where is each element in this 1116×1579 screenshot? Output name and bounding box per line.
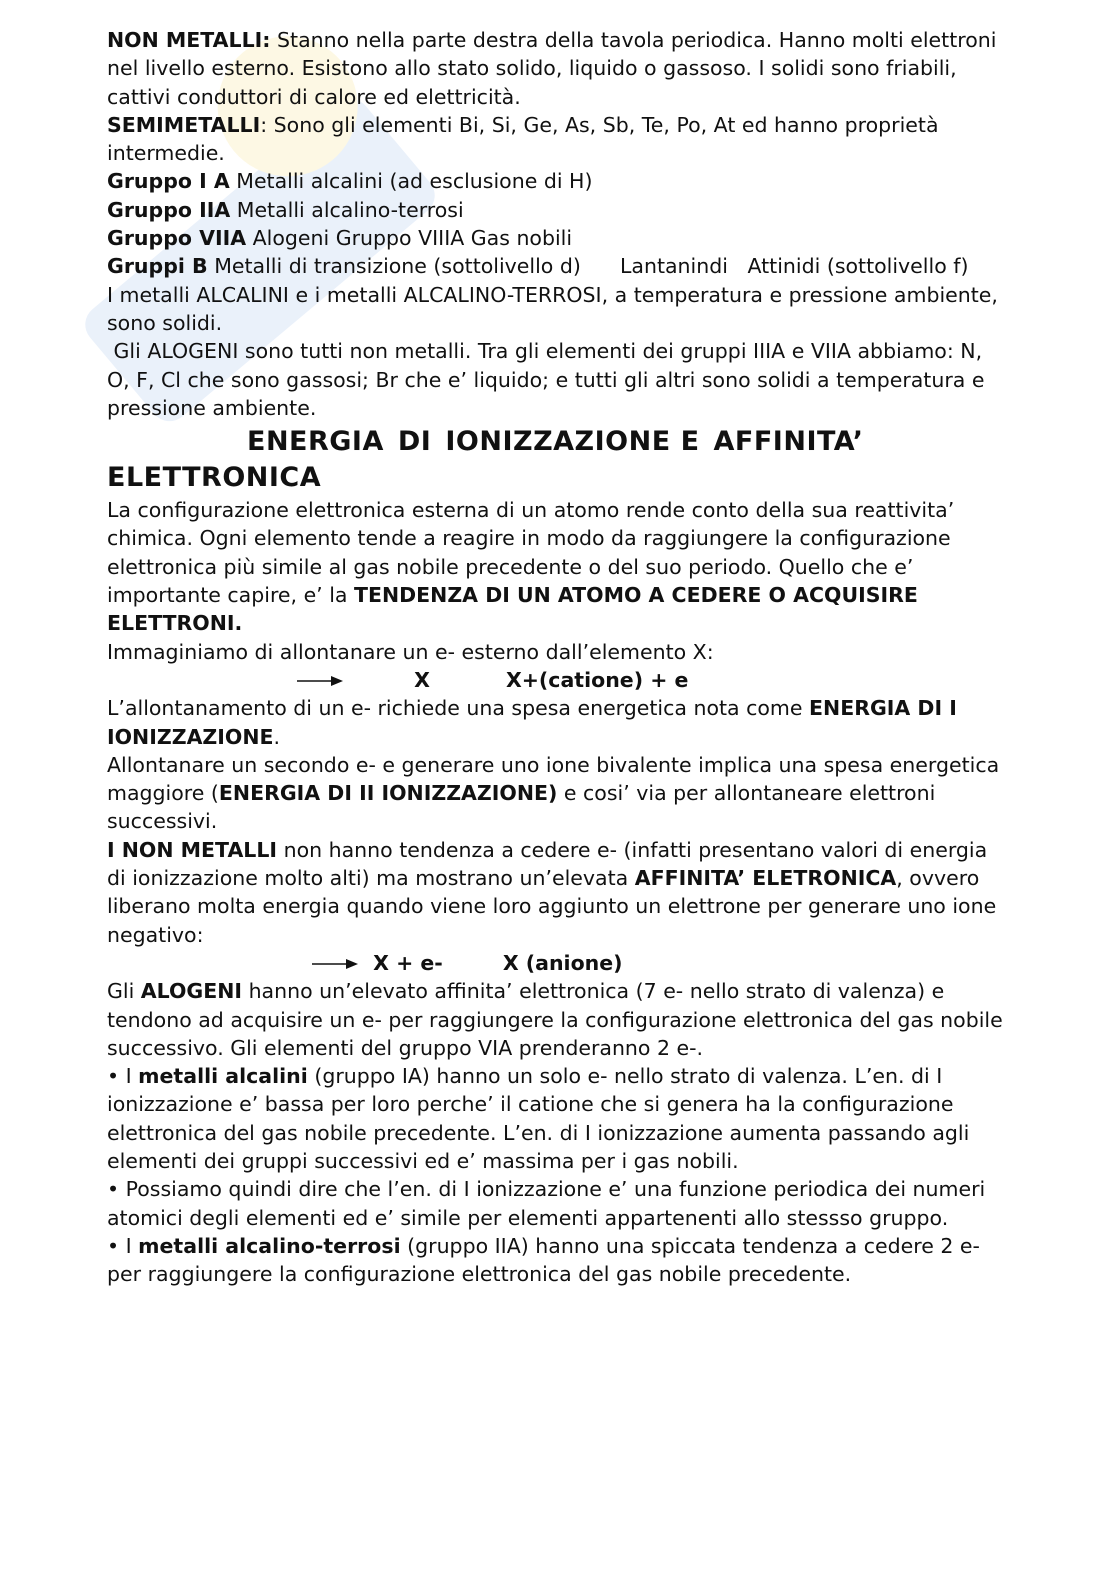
- section-title: ENERGIA DI IONIZZAZIONE E AFFINITA’ ELETTRONICA: [107, 426, 864, 494]
- gruppo-line: Gruppo IIA Metalli alcalino-terrosi: [107, 197, 464, 222]
- paragraph-alogeni: Gli ALOGENI hanno un’elevato affinita’ elettronica (7 e- nello strato di valenza) e tendono ad acquisire un e- per raggiungere la configurazione elettronica del gas nobile successivo. Gli elementi del gruppo VIA prenderanno 2 e-.: [107, 979, 1003, 1060]
- equation-right: X+(catione) + e: [505, 667, 689, 692]
- equation-right: X (anione): [502, 950, 623, 975]
- paragraph-allontanamento: L’allontanamento di un e- richiede una spesa energetica nota come ENERGIA DI I IONIZZAZIONE.: [107, 696, 957, 749]
- paragraph-solidi: I metalli ALCALINI e i metalli ALCALINO-TERROSI, a temperatura e pressione ambiente, sono solidi.: [107, 282, 998, 335]
- equation-left: X: [414, 667, 430, 692]
- paragraph-non-metalli: NON METALLI: Stanno nella parte destra della tavola periodica. Hanno molti elettroni nel livello esterno. Esistono allo stato solido, liquido o gassoso. I solidi sono friabili, cattivi conduttori di calore ed elettricità.: [107, 28, 997, 109]
- document-page: [107, 26, 1007, 1288]
- equation-ionizzazione: [107, 666, 1007, 694]
- paragraph-alogeni-nonmetalli: Gli ALOGENI sono tutti non metalli. Tra gli elementi dei gruppi IIIA e VIIA abbiamo: N, O, F, Cl che sono gassosi; Br che e’ liquido; e tutti gli altri sono solidi a temperatura e pressione ambiente.: [107, 339, 991, 420]
- bullet-metalli-alcalino-terrosi: • I metalli alcalino-terrosi (gruppo IIA) hanno una spiccata tendenza a cedere 2 e- per raggiungere la configurazione elettronica del gas nobile precedente.: [107, 1233, 980, 1287]
- gruppo-line: Gruppo VIIA Alogeni Gruppo VIIIA Gas nobili: [107, 226, 573, 251]
- gruppo-line: Gruppo I A Metalli alcalini (ad esclusione di H): [107, 169, 593, 194]
- arrow-right-icon: [297, 675, 343, 687]
- bullet-funzione-periodica: • Possiamo quindi dire che l’en. di I ionizzazione e’ una funzione periodica dei numeri atomici degli elementi ed e’ simile per elementi appartenenti allo stessso gruppo.: [107, 1177, 986, 1230]
- paragraph-secondo-elettrone: Allontanare un secondo e- e generare uno ione bivalente implica una spesa energetica maggiore (ENERGIA DI II IONIZZAZIONE) e cosi’ via per allontaneare elettroni successivi.: [107, 752, 1000, 834]
- arrow-right-icon: [312, 958, 358, 970]
- equation-affinita: [107, 949, 1007, 977]
- paragraph-non-metalli-affinita: I NON METALLI non hanno tendenza a cedere e- (infatti presentano valori di energia di ionizzazione molto alti) ma mostrano un’elevata AFFINITA’ ELETRONICA, ovvero liberano molta energia quando viene loro aggiunto un elettrone per generare uno ione negativo:: [107, 837, 997, 947]
- bullet-metalli-alcalini: • I metalli alcalini (gruppo IA) hanno un solo e- nello strato di valenza. L’en. di I ionizzazione e’ bassa per loro perche’ il catione che si genera ha la configurazione elettronica del gas nobile precedente. L’en. di I ionizzazione aumenta passando agli elementi dei gruppi successivi ed e’ massima per i gas nobili.: [107, 1064, 970, 1173]
- equation-left: X + e-: [373, 950, 443, 975]
- gruppo-line: Gruppi B Metalli di transizione (sottolivello d) Lantanindi Attinidi (sottolivello f): [107, 254, 969, 279]
- paragraph-semimetalli: SEMIMETALLI: Sono gli elementi Bi, Si, Ge, As, Sb, Te, Po, At ed hanno proprietà intermedie.: [107, 112, 939, 166]
- paragraph-immaginiamo: Immaginiamo di allontanare un e- esterno dall’elemento X:: [107, 639, 714, 664]
- paragraph-configurazione: La configurazione elettronica esterna di un atomo rende conto della sua reattivita’ chimica. Ogni elemento tende a reagire in modo da raggiungere la configurazione elettronica più simile al gas nobile precedente o del suo periodo. Quello che e’ importante capire, e’ la TENDENZA DI UN ATOMO A CEDERE O ACQUISIRE ELETTRONI.: [107, 498, 955, 636]
